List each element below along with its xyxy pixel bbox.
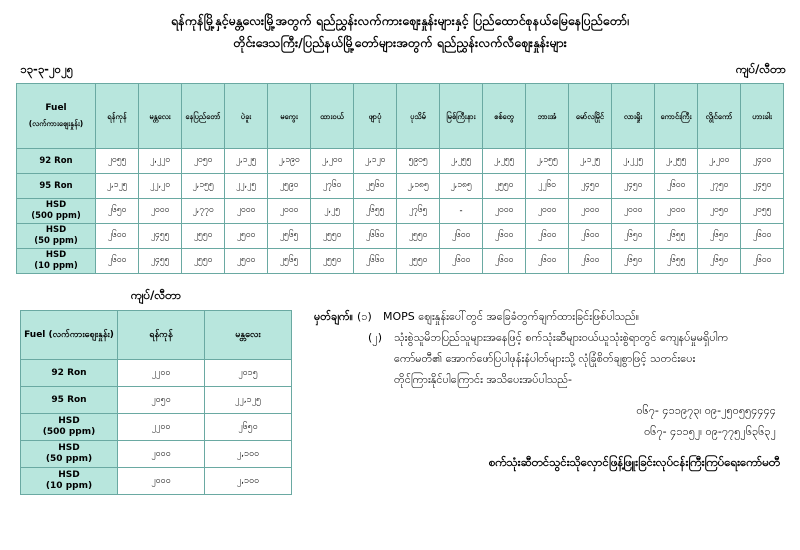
row-label: HSD (50 ppm)	[21, 441, 118, 468]
price-cell: ၂၆၅၀	[698, 224, 741, 249]
contact-phones	[314, 400, 784, 442]
price-cell: ၂၅၆၅	[268, 249, 311, 274]
price-cell: ၂၆၅၅	[655, 224, 698, 249]
price-cell: ၂,၁၂၀	[354, 149, 397, 174]
column-header: ထားဝယ်	[311, 84, 354, 149]
price-cell: ၂၆၀၀	[741, 249, 784, 274]
row-label: HSD (10 ppm)	[21, 468, 118, 495]
price-cell: ၂,၁၂၅	[225, 149, 268, 174]
price-cell: ၂၂,၁၂၅	[205, 387, 292, 414]
price-cell: ၂၂၀၀	[118, 360, 205, 387]
price-cell: ၂၆၀၀	[526, 224, 569, 249]
price-cell: ၂,၂၂၀	[139, 149, 182, 174]
price-cell: ၂၅၀၀	[225, 224, 268, 249]
unit-label-small: ကျပ်/လီတာ	[130, 288, 182, 302]
price-cell: ၂၆၀၀	[440, 249, 483, 274]
row-label: HSD (50 ppm)	[17, 224, 96, 249]
price-cell: ၂,၁၅၅	[526, 149, 569, 174]
retail-price-table	[20, 310, 292, 495]
note-2-number: (၂)	[368, 331, 382, 344]
price-cell: ၂၂၆၀	[526, 174, 569, 199]
small-fuel-header-title: Fuel	[24, 330, 46, 340]
column-header: ဖျာပုံ	[354, 84, 397, 149]
price-cell: ၂၅၀၀	[225, 249, 268, 274]
price-cell: ၂၀၀၀	[118, 468, 205, 495]
price-cell: ၂၄၅၅	[139, 249, 182, 274]
price-cell: ၂၅၉၀	[268, 174, 311, 199]
table-row	[17, 249, 784, 274]
document-date: ၁၃-၃-၂၀၂၅	[20, 62, 74, 76]
row-label: HSD (500 ppm)	[17, 199, 96, 224]
price-cell: ၂၂၀၀	[118, 414, 205, 441]
price-cell: ၂၇၆၀	[311, 174, 354, 199]
price-cell: ၂၆၀၀	[96, 249, 139, 274]
column-header: ကောင်းကြီး	[655, 84, 698, 149]
price-cell: ၂၄၅၀	[569, 174, 612, 199]
small-fuel-header-sub: (လက်ကားဈေးနှုန်း)	[48, 330, 114, 340]
price-cell: ၂၄၀၀	[741, 149, 784, 174]
table-row	[21, 468, 292, 495]
main-table-head	[17, 84, 784, 149]
main-fuel-header	[17, 84, 96, 149]
price-cell: ၂၆၆၀	[354, 224, 397, 249]
table-row	[21, 414, 292, 441]
price-cell: ၂,၁၅၅	[182, 174, 225, 199]
column-header: ဘားအံ	[526, 84, 569, 149]
note-2-line-3: တိုင်ကြားနိုင်ပါကြောင်း အသိပေးအပ်ပါသည်-	[394, 373, 572, 386]
price-cell: ၂၄၅၀	[741, 174, 784, 199]
page-title-line-1: ရန်ကုန်မြို့နှင့်မန္တလေးမြို့အတွက် ရည်ညွှန်းလက်ကားဈေးနှုန်းများနှင့် ပြည်ထောင်စုနယ်မြေနေပြည်တော်၊	[170, 13, 630, 28]
price-cell: ၅၉၀၅	[397, 149, 440, 174]
price-cell: ၂၇၆၅	[397, 199, 440, 224]
price-cell: ၂၇၅၀	[698, 174, 741, 199]
row-label: 95 Ron	[21, 387, 118, 414]
price-cell: ၂၀၀၀	[139, 199, 182, 224]
price-cell: ၂၅၆၅	[268, 224, 311, 249]
note-item-2	[314, 327, 784, 390]
price-cell: ၂,၁၀၀	[205, 441, 292, 468]
phone-line-2: ၀၆၇- ၄၁၁၅၂၊ ၀၉-၇၇၅၂၆၃၆၃၂	[644, 425, 776, 438]
column-header: ရန်ကုန်	[118, 311, 205, 360]
price-cell: ၂၅၅၀	[311, 224, 354, 249]
price-cell: ၂၀၅၀	[182, 149, 225, 174]
price-cell: ၂,၂၅၅	[483, 149, 526, 174]
price-cell: ၂၀၀၀	[526, 199, 569, 224]
price-cell: ၂၆၀၀	[440, 224, 483, 249]
price-cell: ၂,၂၅၅	[655, 149, 698, 174]
price-cell: ၂၅၅၀	[397, 224, 440, 249]
note-2-line-1: သုံးစွဲသူမိဘပြည်သူများအနေဖြင့် စက်သုံးဆီများဝယ်ယူသုံးစွဲရာတွင် ကျေနပ်မှုမရှိပါက	[394, 331, 729, 344]
price-cell: ၂,၂၂၅	[612, 149, 655, 174]
row-label: 92 Ron	[21, 360, 118, 387]
price-cell: ၂၆၅၀	[205, 414, 292, 441]
price-cell: ၂၆၆၀	[354, 249, 397, 274]
note-2-text	[394, 327, 784, 390]
title-block	[0, 0, 800, 54]
column-header: မန္တလေး	[139, 84, 182, 149]
table-row	[21, 441, 292, 468]
price-cell: ၂၀၀၀	[483, 199, 526, 224]
price-cell: ၂,၂၀၀	[311, 149, 354, 174]
price-cell: ၂၆၅၅	[354, 199, 397, 224]
price-cell: ၂၆၅၀	[698, 249, 741, 274]
main-table-header-row	[17, 84, 784, 149]
phone-line-1: ၀၆၇- ၄၁၁၉၇၃၊ ၀၉-၂၅၀၅၅၄၄၄၄	[636, 404, 776, 417]
price-cell: -	[440, 199, 483, 224]
price-cell: ၂၆၀၀	[526, 249, 569, 274]
note-2-line-2: ကော်မတီ၏ အောက်ဖော်ပြပါဖုန်းနံပါတ်များသို့ လုံခြုံစိတ်ချစွာဖြင့် သတင်းပေး	[394, 352, 696, 365]
column-header: စစ်တွေ	[483, 84, 526, 149]
price-cell: ၂၀၁၅	[205, 360, 292, 387]
price-cell: ၂၄၅၅	[139, 224, 182, 249]
price-cell: ၂၆၀၀	[569, 249, 612, 274]
price-cell: ၂၀၀၀	[612, 199, 655, 224]
price-cell: ၂၅၅၀	[397, 249, 440, 274]
price-cell: ၂၆၀၀	[483, 224, 526, 249]
price-cell: ၂,၁၉၀	[268, 149, 311, 174]
table-row	[17, 174, 784, 199]
note-item-1	[314, 306, 784, 327]
price-cell: ၂,၁၂၅	[569, 149, 612, 174]
row-label: 95 Ron	[17, 174, 96, 199]
column-header: လားရှိုး	[612, 84, 655, 149]
price-cell: ၂,၂၅၅	[440, 149, 483, 174]
price-cell: ၂၀၅၀	[118, 387, 205, 414]
price-cell: ၂၆၅၀	[96, 199, 139, 224]
table-row	[17, 199, 784, 224]
price-cell: ၂,၁၂၅	[96, 174, 139, 199]
note-1-text: MOPS ဈေးနှုန်းပေါ်တွင် အခြေခံတွက်ချက်ထားခြင်းဖြစ်ပါသည်။	[383, 310, 640, 323]
price-cell: ၂၆၀၀	[569, 224, 612, 249]
price-cell: ၂,၁၀၀	[205, 468, 292, 495]
price-cell: ၂၆၀၀	[741, 224, 784, 249]
column-header: မကွေး	[268, 84, 311, 149]
price-cell: ၂၅၅၀	[483, 174, 526, 199]
price-cell: ၂၅၅၀	[311, 249, 354, 274]
price-cell: ၂၆၅၅	[655, 249, 698, 274]
main-fuel-header-sub: (လက်ကားဈေးနှုန်း)	[28, 119, 84, 128]
price-cell: ၂,၂၅	[311, 199, 354, 224]
column-header: မော်လမြိုင်	[569, 84, 612, 149]
lower-section	[0, 288, 800, 495]
column-header: မြစ်ကြီးနား	[440, 84, 483, 149]
price-cell: ၂၆၀၀	[96, 224, 139, 249]
column-header: ပုသိမ်	[397, 84, 440, 149]
price-cell: ၂,၁၈၅	[397, 174, 440, 199]
price-cell: ၂၀၅၅	[741, 199, 784, 224]
table-row	[17, 224, 784, 249]
price-cell: ၂၆၅၀	[612, 249, 655, 274]
table-row	[21, 360, 292, 387]
price-cell: ၂၀၅၀	[698, 199, 741, 224]
small-table-header-row	[21, 311, 292, 360]
meta-row	[0, 54, 800, 83]
price-cell: ၂၀၀၀	[655, 199, 698, 224]
price-cell: ၂၆၀၀	[483, 249, 526, 274]
price-cell: ၂၂,၂၅	[225, 174, 268, 199]
price-cell: ၂,၇၇၀	[182, 199, 225, 224]
unit-label-main: ကျပ်/လီတာ	[735, 62, 786, 76]
small-table-body	[21, 360, 292, 495]
main-table-body	[17, 149, 784, 274]
retail-table-block	[20, 288, 292, 495]
column-header: လွိုင်ကော်	[698, 84, 741, 149]
price-cell: ၂၅၅၀	[182, 249, 225, 274]
table-row	[21, 387, 292, 414]
column-header: ဟားခါး	[741, 84, 784, 149]
price-cell: ၂၀၀၀	[268, 199, 311, 224]
price-cell: ၂၀၀၀	[118, 441, 205, 468]
page-title-line-2: တိုင်းဒေသကြီး/ပြည်နယ်မြို့တော်များအတွက် ရည်ညွှန်းလက်လီဈေးနှုန်းများ	[233, 35, 567, 50]
price-cell: ၂,၁၈၅	[440, 174, 483, 199]
main-fuel-header-title: Fuel	[45, 103, 67, 113]
column-header: နေပြည်တော်	[182, 84, 225, 149]
price-cell: ၂၀၅၅	[96, 149, 139, 174]
price-cell: ၂၂,၂၀	[139, 174, 182, 199]
footer-organization: စက်သုံးဆီတင်သွင်းသိုလှောင်ဖြန့်ဖြူးခြင်းလုပ်ငန်းကြီးကြပ်ရေးကော်မတီ	[488, 455, 780, 469]
column-header: ပဲခူး	[225, 84, 268, 149]
small-fuel-header	[21, 311, 118, 360]
price-cell: ၂၀၀၀	[225, 199, 268, 224]
column-header: ရန်ကုန်	[96, 84, 139, 149]
note-1-number: (၁)	[357, 310, 372, 323]
wholesale-price-table	[16, 83, 784, 274]
price-cell: ၂,၂၀၀	[698, 149, 741, 174]
price-cell: ၂၀၀၀	[569, 199, 612, 224]
price-cell: ၂၆၀၀	[655, 174, 698, 199]
small-table-head	[21, 311, 292, 360]
price-cell: ၂၅၅၀	[182, 224, 225, 249]
price-cell: ၂၆၅၀	[612, 224, 655, 249]
price-cell: ၂၄၅၀	[612, 174, 655, 199]
row-label: 92 Ron	[17, 149, 96, 174]
notes-label: မှတ်ချက်။	[314, 310, 354, 323]
notes-block	[304, 288, 784, 495]
column-header: မန္တလေး	[205, 311, 292, 360]
price-cell: ၂၅၆၀	[354, 174, 397, 199]
row-label: HSD (500 ppm)	[21, 414, 118, 441]
row-label: HSD (10 ppm)	[17, 249, 96, 274]
table-row	[17, 149, 784, 174]
